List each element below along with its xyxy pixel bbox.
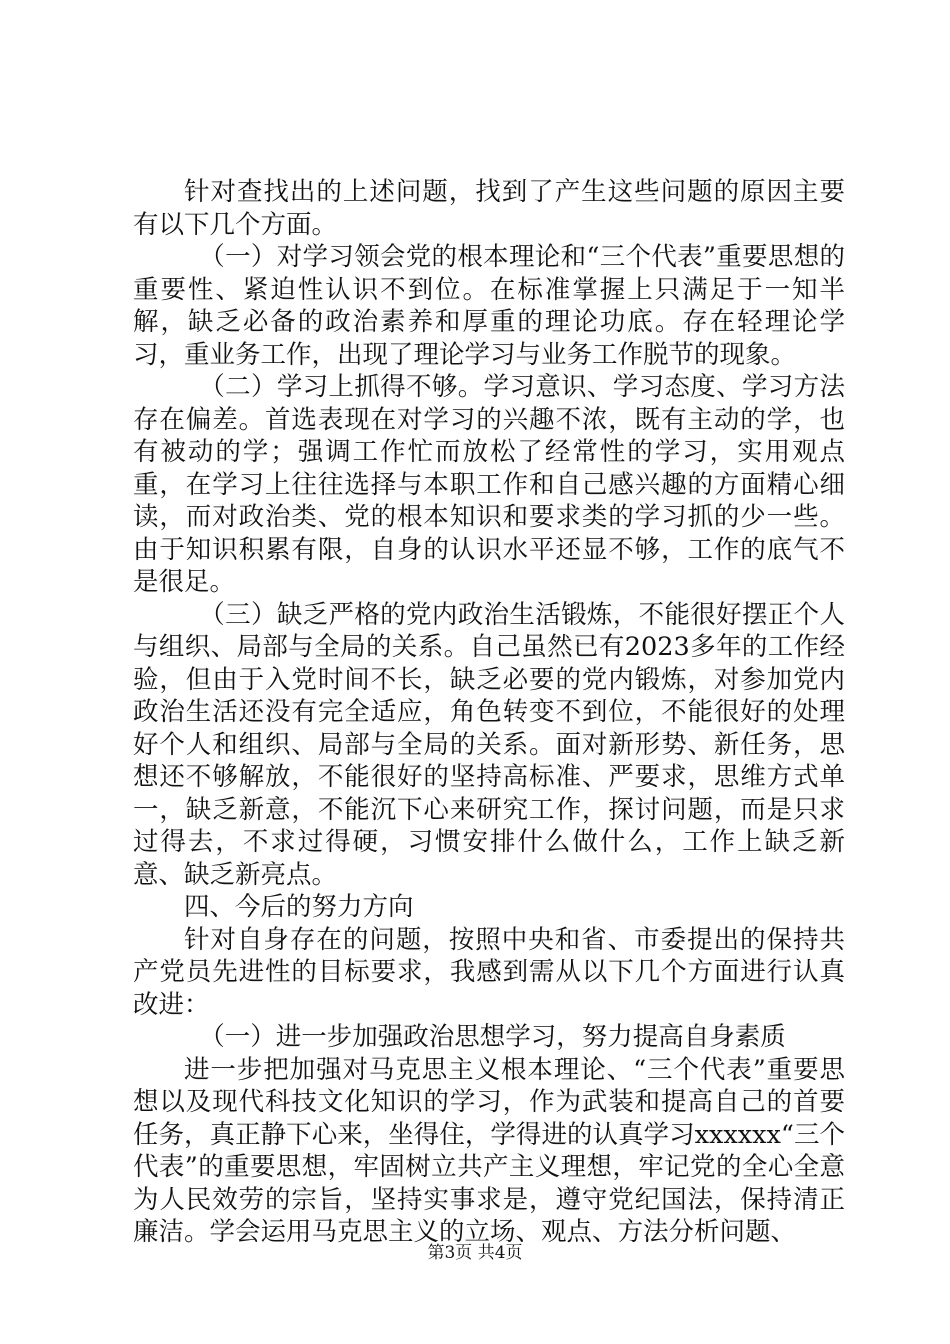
paragraph-improvement-1: 进一步把加强对马克思主义根本理论、“三个代表”重要思想以及现代科技文化知识的学习，作为武装和提高自己的首要任务，真正静下心来，坐得住，学得进的认真学习xxxxxx“三个代表”的重要思想，牢固树立共产主义理想，牢记党的全心全意为人民效劳的宗旨，坚持实事求是，遵守党纪国法，保持清正廉洁。学会运用马克思主义的立场、观点、方法分析问题、 xyxy=(133,1054,845,1247)
paragraph-causes-intro: 针对查找出的上述问题，找到了产生这些问题的原因主要有以下几个方面。 xyxy=(133,177,845,240)
document-body xyxy=(133,176,845,1249)
paragraph-improvement-intro: 针对自身存在的问题，按照中央和省、市委提出的保持共产党员先进性的目标要求，我感到需从以下几个方面进行认真改进： xyxy=(133,924,845,1020)
paragraph-cause-2: （二）学习上抓得不够。学习意识、学习态度、学习方法存在偏差。首选表现在对学习的兴趣不浓，既有主动的学，也有被动的学；强调工作忙而放松了经常性的学习，实用观点重，在学习上往往选择与本职工作和自己感兴趣的方面精心细读，而对政治类、党的根本知识和要求类的学习抓的少一些。由于知识积累有限，自身的认识水平还显不够，工作的底气不是很足。 xyxy=(133,372,845,597)
subheading-improvement-1: （一）进一步加强政治思想学习，努力提高自身素质 xyxy=(199,1022,786,1052)
section-heading-future-direction: 四、今后的努力方向 xyxy=(184,892,414,922)
page-footer: 第3页 共4页 xyxy=(427,1243,523,1263)
paragraph-cause-3: （三）缺乏严格的党内政治生活锻炼，不能很好摆正个人与组织、局部与全局的关系。自己虽然已有2023多年的工作经验，但由于入党时间不长，缺乏必要的党内锻炼，对参加党内政治生活还没有完全适应，角色转变不到位，不能很好的处理好个人和组织、局部与全局的关系。面对新形势、新任务，思想还不够解放，不能很好的坚持高标准、严要求，思维方式单一，缺乏新意，不能沉下心来研究工作，探讨问题，而是只求过得去，不求过得硬，习惯安排什么做什么，工作上缺乏新意、缺乏新亮点。 xyxy=(133,599,845,890)
paragraph-cause-1: （一）对学习领会党的根本理论和“三个代表”重要思想的重要性、紧迫性认识不到位。在标准掌握上只满足于一知半解，缺乏必备的政治素养和厚重的理论功底。存在轻理论学习，重业务工作，出现了理论学习与业务工作脱节的现象。 xyxy=(133,242,845,370)
